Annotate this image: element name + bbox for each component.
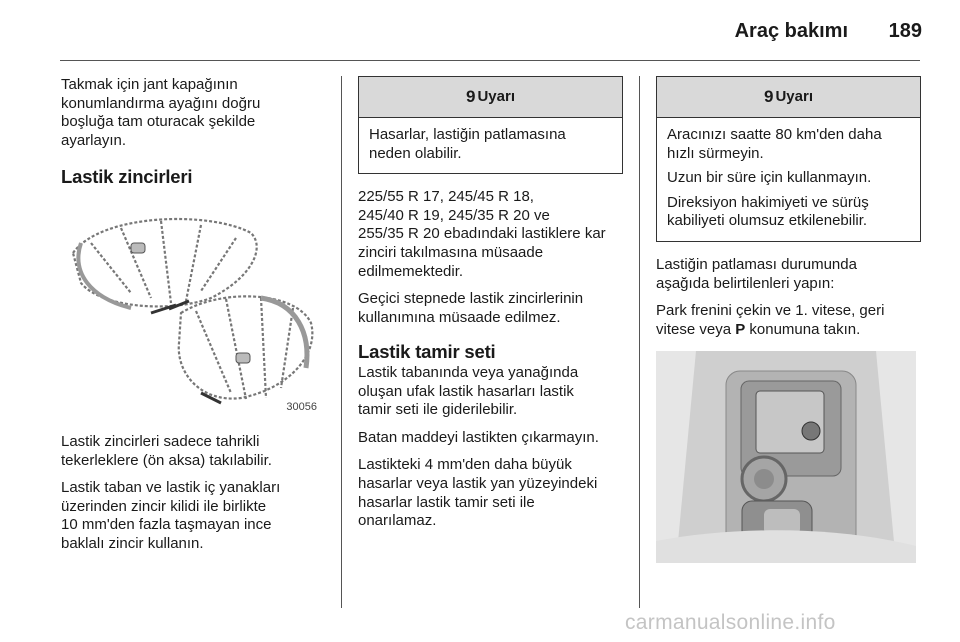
warning-box — [656, 76, 921, 242]
paragraph: Geçici stepnede lastik zincirlerinin kullanımına müsaade edilmez. — [358, 290, 584, 326]
column-3 — [656, 76, 921, 563]
warning-text: Aracınızı saatte 80 km'den daha hızlı sürmeyin. — [667, 126, 882, 162]
column-divider-2 — [639, 76, 640, 608]
gear-position-p: P — [735, 320, 746, 338]
snow-chain-drawing — [61, 203, 321, 419]
paragraph: 225/55 R 17, 245/45 R 18, 245/40 R 19, 245/35 R 20 ve 255/35 R 20 ebadındaki lastiklere kar zinciri takılmasına müsaade edilmemektedir. — [358, 188, 606, 280]
warning-header — [657, 77, 920, 118]
warning-text: Direksiyon hakimiyeti ve sürüş kabiliyeti olumsuz etkilenebilir. — [667, 193, 869, 230]
snow-chain-illustration — [61, 203, 321, 419]
header-rule — [60, 60, 920, 61]
column-2 — [358, 76, 623, 540]
section-heading-repair-kit: Lastik tamir seti — [358, 341, 496, 363]
paragraph-text: konumuna takın. — [745, 320, 861, 338]
paragraph: Lastiğin patlaması durumunda aşağıda belirtilenleri yapın: — [656, 255, 857, 292]
repair-kit-photo — [656, 351, 916, 563]
paragraph: Lastik tabanında veya yanağında oluşan ufak lastik hasarları lastik tamir seti ile giderilebilir. — [358, 363, 579, 419]
warning-text: Uzun bir süre için kullanmayın. — [667, 169, 872, 187]
column-1 — [61, 76, 331, 563]
page-number: 189 — [888, 20, 922, 42]
figure-number: 30056 — [286, 401, 317, 414]
watermark: carmanualsonline.info — [625, 611, 836, 634]
warning-box — [358, 76, 623, 174]
warning-body — [359, 118, 622, 173]
column-divider-1 — [341, 76, 342, 608]
warning-text: Hasarlar, lastiğin patlamasına neden olabilir. — [369, 126, 566, 162]
paragraph: Lastikteki 4 mm'den daha büyük hasarlar veya lastik yan yüzeyindeki hasarlar lastik tamir seti ile onarılamaz. — [358, 456, 598, 530]
page-header-title: Araç bakımı — [734, 20, 848, 42]
paragraph: Lastik zincirleri sadece tahrikli tekerleklere (ön aksa) takılabilir. — [61, 432, 272, 469]
warning-triangle-icon: 9 — [764, 86, 774, 106]
warning-title: Uyarı — [775, 87, 813, 105]
paragraph-text: Park frenini çekin ve 1. vitese, geri vitese veya — [656, 302, 885, 338]
paragraph: Batan maddeyi lastikten çıkarmayın. — [358, 428, 599, 446]
intro-paragraph: Takmak için jant kapağının konumlandırma ayağını doğru boşluğa tam oturacak şekilde ayarlayın. — [61, 76, 261, 149]
warning-body — [657, 118, 920, 241]
trunk-photo-drawing — [656, 351, 916, 563]
paragraph: Lastik taban ve lastik iç yanakları üzerinden zincir kilidi ile birlikte 10 mm'den fazla taşmayan ince baklalı zincir kullanın. — [61, 479, 281, 552]
paragraph — [656, 302, 921, 339]
warning-title: Uyarı — [477, 87, 515, 105]
section-heading-snow-chains: Lastik zincirleri — [61, 166, 193, 188]
warning-triangle-icon: 9 — [466, 86, 476, 106]
warning-header — [359, 77, 622, 118]
